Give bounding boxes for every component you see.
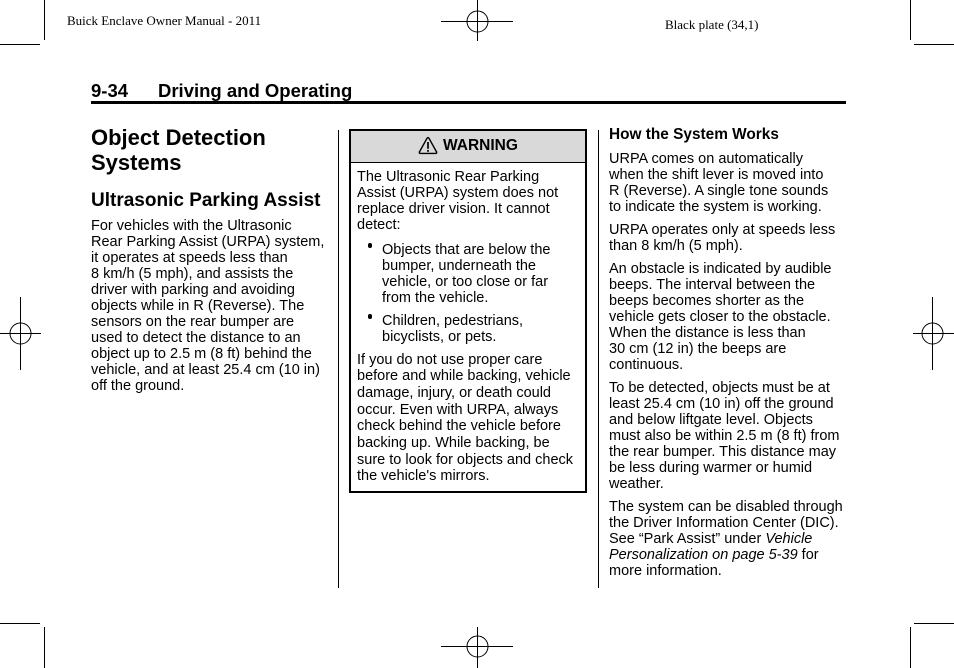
text-line: bicyclists, or pets. xyxy=(382,328,497,345)
text-line: For vehicles with the Ultrasonic xyxy=(91,218,292,234)
right-column xyxy=(609,126,843,579)
crop-mark-bottom-right xyxy=(911,624,954,668)
paragraph xyxy=(609,261,843,373)
text-line: vehicle gets closer to the obstacle. xyxy=(609,308,831,325)
warning-caution-text xyxy=(357,352,573,486)
paragraph xyxy=(609,151,843,215)
registration-mark-right xyxy=(913,297,954,370)
section-header-rule xyxy=(91,101,846,104)
text-line: from the vehicle. xyxy=(382,289,489,306)
paragraph xyxy=(609,380,843,492)
warning-triangle-icon xyxy=(418,136,438,155)
text-line: and below liftgate level. Objects xyxy=(609,411,813,428)
crop-mark-top-right xyxy=(911,0,954,45)
crop-mark-top-left xyxy=(0,0,45,45)
text-line: used to detect the distance to an xyxy=(91,330,301,346)
text-line: Systems xyxy=(91,150,182,175)
warning-bullet-item xyxy=(382,242,550,306)
text-line: URPA operates only at speeds less xyxy=(609,221,836,238)
text-line: the rear bumper. This distance may xyxy=(609,443,837,460)
text-line: beeps becomes shorter as the xyxy=(609,292,805,309)
text-line: when the shift lever is moved into xyxy=(609,166,824,183)
warning-bullet-item xyxy=(382,313,523,345)
text-line: objects while in R (Reverse). The xyxy=(91,298,305,314)
text-line: it operates at speeds less than xyxy=(91,250,288,266)
text-line: Children, pedestrians, xyxy=(382,312,524,329)
text-line: be less during warmer or humid xyxy=(609,459,813,476)
text-line: bumper, underneath the xyxy=(382,257,536,274)
text-line: Objects that are below the xyxy=(382,241,551,258)
text-line: The system can be disabled through xyxy=(609,498,843,515)
text-line: 30 cm (12 in) the beeps are xyxy=(609,340,787,357)
job-title: Buick Enclave Owner Manual - 2011 xyxy=(67,13,262,28)
text-line: than 8 km/h (5 mph). xyxy=(609,237,743,254)
text-line: vehicle, or too close or far xyxy=(382,273,549,290)
text-line: If you do not use proper care xyxy=(357,351,543,368)
how-it-works-heading: How the System Works xyxy=(609,125,779,143)
text-line: An obstacle is indicated by audible xyxy=(609,260,832,277)
text-line: continuous. xyxy=(609,356,684,373)
text-line: Assist (URPA) system does not xyxy=(357,184,559,201)
text-segment: See “Park Assist” under xyxy=(609,530,766,547)
text-line: the vehicle's mirrors. xyxy=(357,468,490,485)
text-segment: for xyxy=(797,546,819,563)
text-line: sensors on the rear bumper are xyxy=(91,314,295,330)
text-line: driver with parking and avoiding xyxy=(91,282,295,298)
text-line: beeps. The interval between the xyxy=(609,276,816,293)
text-line: must also be within 2.5 m (8 ft) from xyxy=(609,427,840,444)
text-line: Object Detection xyxy=(91,125,266,150)
text-line: detect: xyxy=(357,217,401,234)
text-line: the Driver Information Center (DIC). xyxy=(609,514,839,531)
cross-reference-text: Vehicle xyxy=(765,530,813,547)
text-line: off the ground. xyxy=(91,378,185,394)
column-divider-left xyxy=(338,130,339,588)
intro-paragraph xyxy=(91,218,324,394)
plate-label: Black plate (34,1) xyxy=(665,17,759,32)
page-number: 9-34 xyxy=(91,80,129,101)
text-line: sure to look for objects and check xyxy=(357,451,574,468)
bullet-icon xyxy=(368,314,373,319)
cross-reference-text: Personalization on page 5-39 xyxy=(609,546,798,563)
paragraph xyxy=(609,499,843,579)
text-line: Rear Parking Assist (URPA) system, xyxy=(91,234,325,250)
text-line: to indicate the system is working. xyxy=(609,198,822,215)
text-line: before and while backing, vehicle xyxy=(357,368,571,385)
paragraph xyxy=(609,222,843,254)
text-line: least 25.4 cm (10 in) off the ground xyxy=(609,395,834,412)
chapter-title: Driving and Operating xyxy=(158,80,353,101)
registration-mark-left xyxy=(0,297,41,370)
text-line: weather. xyxy=(609,475,664,492)
text-line: check behind the vehicle before xyxy=(357,418,561,435)
text-line: occur. Even with URPA, always xyxy=(357,401,559,418)
text-line: URPA comes on automatically xyxy=(609,150,803,167)
text-line: more information. xyxy=(609,562,722,579)
text-line: replace driver vision. It cannot xyxy=(357,201,550,218)
registration-mark-top xyxy=(441,0,513,41)
warning-label: WARNING xyxy=(443,137,518,154)
text-line: When the distance is less than xyxy=(609,324,806,341)
crop-mark-bottom-left xyxy=(0,624,45,668)
text-line xyxy=(609,547,843,563)
text-line: vehicle, and at least 25.4 cm (10 in) xyxy=(91,362,320,378)
text-line: backing up. While backing, be xyxy=(357,435,550,452)
text-line: object up to 2.5 m (8 ft) behind the xyxy=(91,346,312,362)
text-line xyxy=(609,531,843,547)
registration-mark-bottom xyxy=(441,627,513,668)
text-line: R (Reverse). A single tone sounds xyxy=(609,182,829,199)
text-line: 8 km/h (5 mph), and assists the xyxy=(91,266,294,282)
text-line: The Ultrasonic Rear Parking xyxy=(357,168,540,185)
warning-box xyxy=(349,129,587,493)
warning-intro xyxy=(357,169,558,234)
text-line: damage, injury, or death could xyxy=(357,384,551,401)
section-subtitle: Ultrasonic Parking Assist xyxy=(91,189,321,211)
text-line: To be detected, objects must be at xyxy=(609,379,830,396)
warning-header xyxy=(351,131,585,163)
column-divider-right xyxy=(598,130,599,588)
bullet-icon xyxy=(368,243,373,248)
page-title xyxy=(91,125,266,175)
